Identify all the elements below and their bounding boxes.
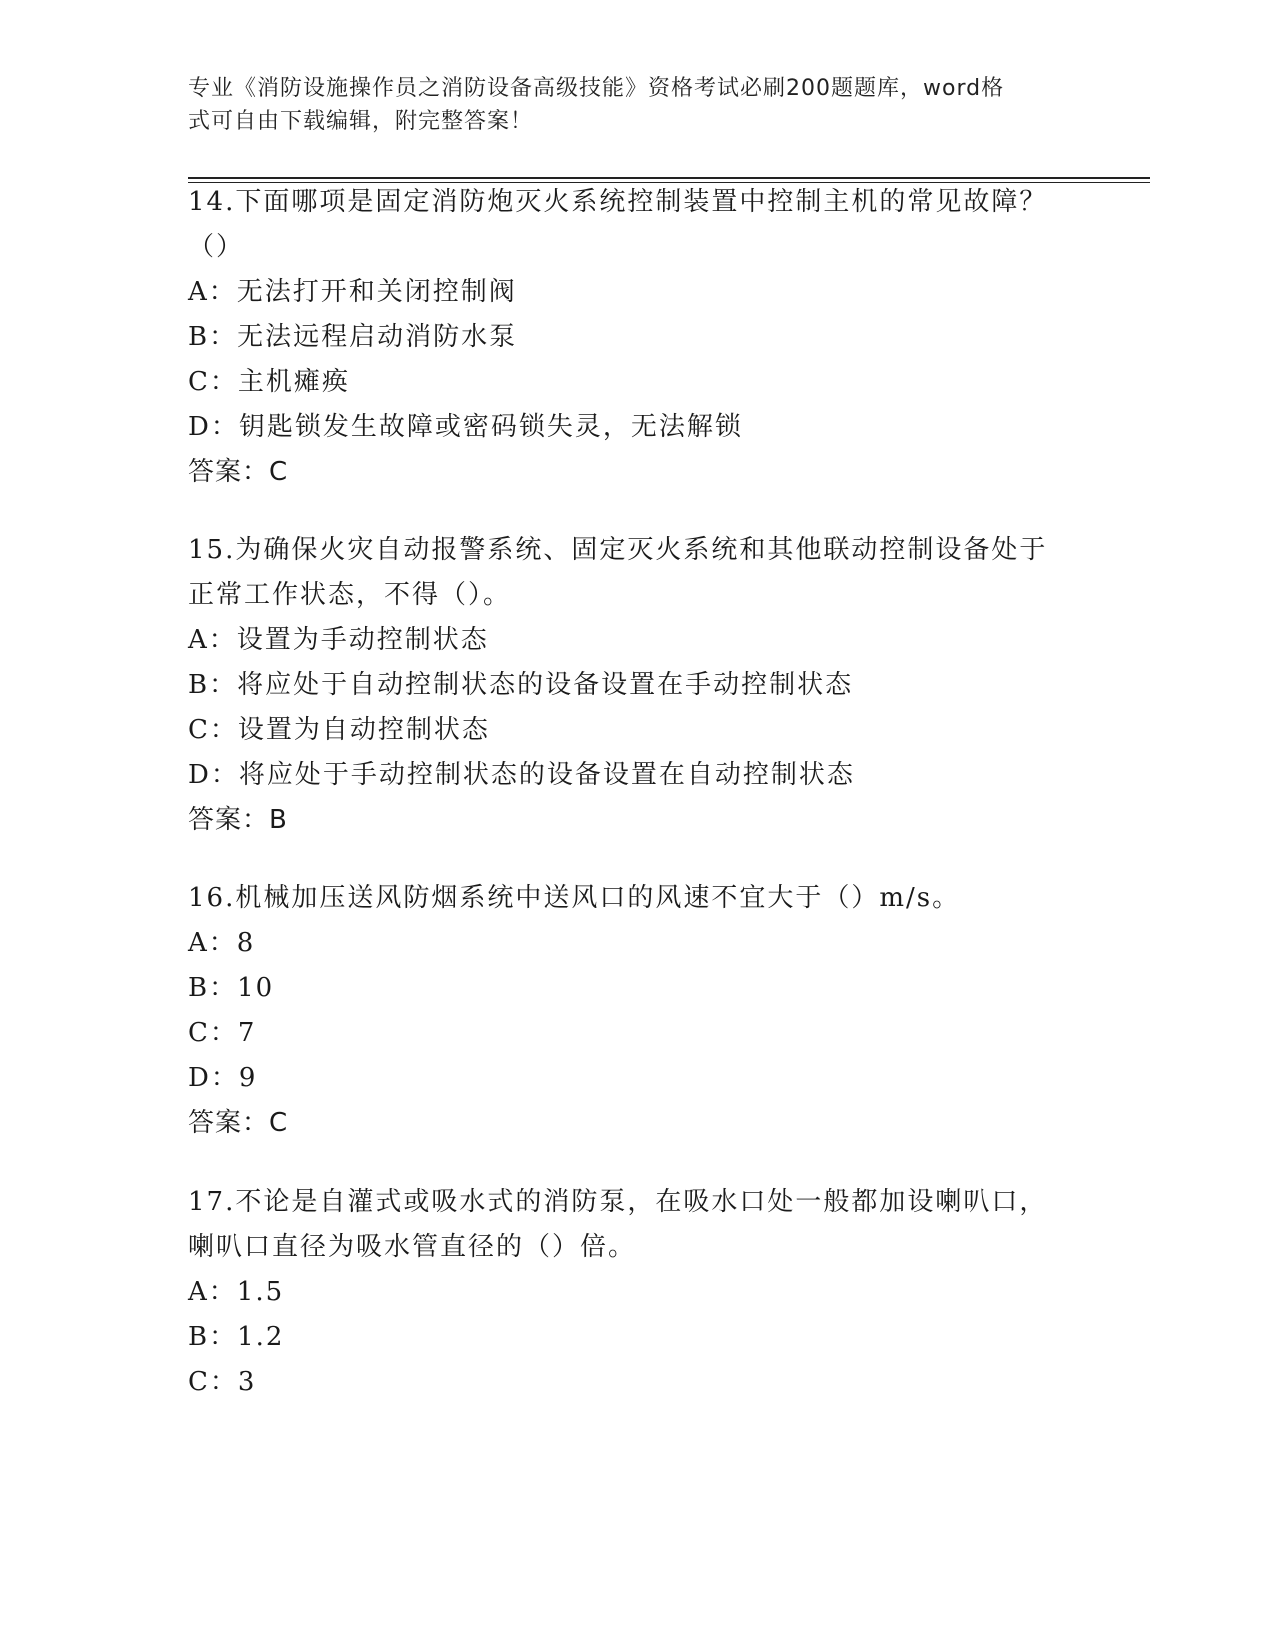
question-stem-continued: （）	[188, 232, 245, 262]
option-b: B：无法远程启动消防水泵	[188, 322, 518, 352]
option-b: B：10	[188, 973, 275, 1003]
option-a: A：设置为手动控制状态	[188, 625, 489, 655]
question-stem: 16.机械加压送风防烟系统中送风口的风速不宜大于（）m/s。	[188, 883, 961, 913]
question-stem-continued: 喇叭口直径为吸水管直径的（）倍。	[188, 1232, 637, 1262]
header-line-1: 专业《消防设施操作员之消防设备高级技能》资格考试必刷200题题库，word格	[188, 76, 1005, 101]
option-c: C：主机瘫痪	[188, 367, 350, 397]
question-14	[188, 180, 1088, 495]
question-stem: 14.下面哪项是固定消防炮灭火系统控制装置中控制主机的常见故障？	[188, 187, 1048, 217]
question-stem: 15.为确保火灾自动报警系统、固定灭火系统和其他联动控制设备处于	[188, 535, 1048, 565]
option-a: A：无法打开和关闭控制阀	[188, 277, 517, 307]
option-a: A：8	[188, 928, 256, 958]
header-line-2: 式可自由下载编辑，附完整答案！	[188, 109, 534, 134]
question-stem: 17.不论是自灌式或吸水式的消防泵，在吸水口处一般都加设喇叭口，	[188, 1187, 1048, 1217]
question-stem-continued: 正常工作状态，不得（）。	[188, 580, 512, 610]
question-15	[188, 528, 1088, 843]
option-c: C：3	[188, 1367, 257, 1397]
option-d: D：钥匙锁发生故障或密码锁失灵，无法解锁	[188, 412, 743, 442]
question-17	[188, 1180, 1088, 1405]
answer-line: 答案：C	[188, 1108, 289, 1138]
option-c: C：7	[188, 1018, 257, 1048]
option-d: D：9	[188, 1063, 258, 1093]
document-header	[188, 72, 1088, 138]
option-d: D：将应处于手动控制状态的设备设置在自动控制状态	[188, 760, 855, 790]
answer-line: 答案：C	[188, 457, 289, 487]
option-a: A：1.5	[188, 1277, 285, 1307]
option-c: C：设置为自动控制状态	[188, 715, 490, 745]
option-b: B：将应处于自动控制状态的设备设置在手动控制状态	[188, 670, 854, 700]
option-b: B：1.2	[188, 1322, 285, 1352]
header-divider-thick	[188, 177, 1150, 179]
answer-line: 答案：B	[188, 805, 288, 835]
question-16	[188, 876, 1088, 1146]
